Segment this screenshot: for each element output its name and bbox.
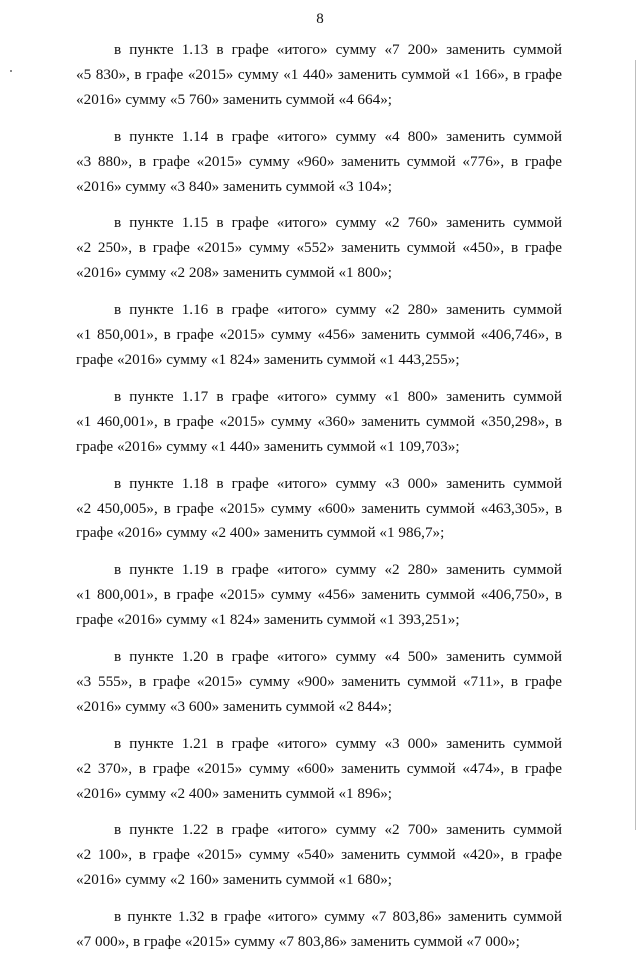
amendment-list — [76, 38, 562, 967]
paragraph-line: «2016» сумму «2 208» заменить суммой «1 800»; — [76, 264, 393, 282]
paragraph-line: графе «2016» сумму «2 400» заменить суммой «1 986,7»; — [76, 524, 445, 542]
paragraph-line: в пункте 1.17 в графе «итого» сумму «1 800» заменить суммой — [114, 387, 562, 405]
paragraph-line: в пункте 1.21 в графе «итого» сумму «3 000» заменить суммой — [114, 734, 562, 752]
paragraph-line: «2 100», в графе «2015» сумму «540» заменить суммой «420», в графе — [76, 846, 562, 864]
paragraph-line: «2 250», в графе «2015» сумму «552» заменить суммой «450», в графе — [76, 239, 562, 257]
amendment-item-1-13 — [76, 38, 562, 113]
paragraph-line: «5 830», в графе «2015» сумму «1 440» заменить суммой «1 166», в графе — [76, 65, 562, 83]
amendment-item-1-16 — [76, 298, 562, 373]
paragraph-line: «2 370», в графе «2015» сумму «600» заменить суммой «474», в графе — [76, 759, 562, 777]
paragraph-line: в пункте 1.18 в графе «итого» сумму «3 000» заменить суммой — [114, 474, 562, 492]
paragraph-line: графе «2016» сумму «1 824» заменить суммой «1 443,255»; — [76, 350, 460, 368]
amendment-item-1-18 — [76, 472, 562, 547]
paragraph-line: в пункте 1.14 в графе «итого» сумму «4 800» заменить суммой — [114, 127, 562, 145]
paragraph-line: «2016» сумму «2 400» заменить суммой «1 896»; — [76, 784, 393, 802]
paragraph-line: в пункте 1.32 в графе «итого» сумму «7 803,86» заменить суммой — [114, 908, 562, 926]
page-number: 8 — [316, 11, 324, 27]
paragraph-line: «7 000», в графе «2015» сумму «7 803,86» заменить суммой «7 000»; — [76, 933, 520, 951]
amendment-item-1-14 — [76, 125, 562, 200]
paragraph-line: «1 460,001», в графе «2015» сумму «360» заменить суммой «350,298», в — [76, 412, 562, 430]
amendment-item-1-15 — [76, 211, 562, 286]
amendment-item-1-17 — [76, 385, 562, 460]
paragraph-line: в пункте 1.20 в графе «итого» сумму «4 500» заменить суммой — [114, 648, 562, 666]
paragraph-line: «1 850,001», в графе «2015» сумму «456» заменить суммой «406,746», в — [76, 326, 562, 344]
amendment-item-1-19 — [76, 558, 562, 633]
scan-edge-line — [635, 60, 636, 830]
amendment-item-1-22 — [76, 818, 562, 893]
paragraph-line: «3 880», в графе «2015» сумму «960» заменить суммой «776», в графе — [76, 152, 562, 170]
paragraph-line: в пункте 1.22 в графе «итого» сумму «2 700» заменить суммой — [114, 821, 562, 839]
amendment-item-1-32 — [76, 905, 562, 955]
paragraph-line: графе «2016» сумму «1 440» заменить суммой «1 109,703»; — [76, 437, 460, 455]
paragraph-line: в пункте 1.19 в графе «итого» сумму «2 280» заменить суммой — [114, 561, 562, 579]
scan-speck — [10, 70, 12, 72]
paragraph-line: «2016» сумму «3 600» заменить суммой «2 844»; — [76, 697, 393, 715]
paragraph-line: «2 450,005», в графе «2015» сумму «600» заменить суммой «463,305», в — [76, 499, 562, 517]
paragraph-line: в пункте 1.13 в графе «итого» сумму «7 200» заменить суммой — [114, 41, 562, 58]
amendment-item-1-20 — [76, 645, 562, 720]
paragraph-line: графе «2016» сумму «1 824» заменить суммой «1 393,251»; — [76, 611, 460, 629]
paragraph-line: «1 800,001», в графе «2015» сумму «456» заменить суммой «406,750», в — [76, 586, 562, 604]
paragraph-line: в пункте 1.15 в графе «итого» сумму «2 760» заменить суммой — [114, 214, 562, 232]
paragraph-line: в пункте 1.16 в графе «итого» сумму «2 280» заменить суммой — [114, 301, 562, 319]
paragraph-line: «3 555», в графе «2015» сумму «900» заменить суммой «711», в графе — [76, 672, 562, 690]
amendment-item-1-21 — [76, 732, 562, 807]
paragraph-line: «2016» сумму «5 760» заменить суммой «4 664»; — [76, 90, 393, 108]
paragraph-line: «2016» сумму «2 160» заменить суммой «1 680»; — [76, 871, 393, 889]
paragraph-line: «2016» сумму «3 840» заменить суммой «3 104»; — [76, 177, 393, 195]
